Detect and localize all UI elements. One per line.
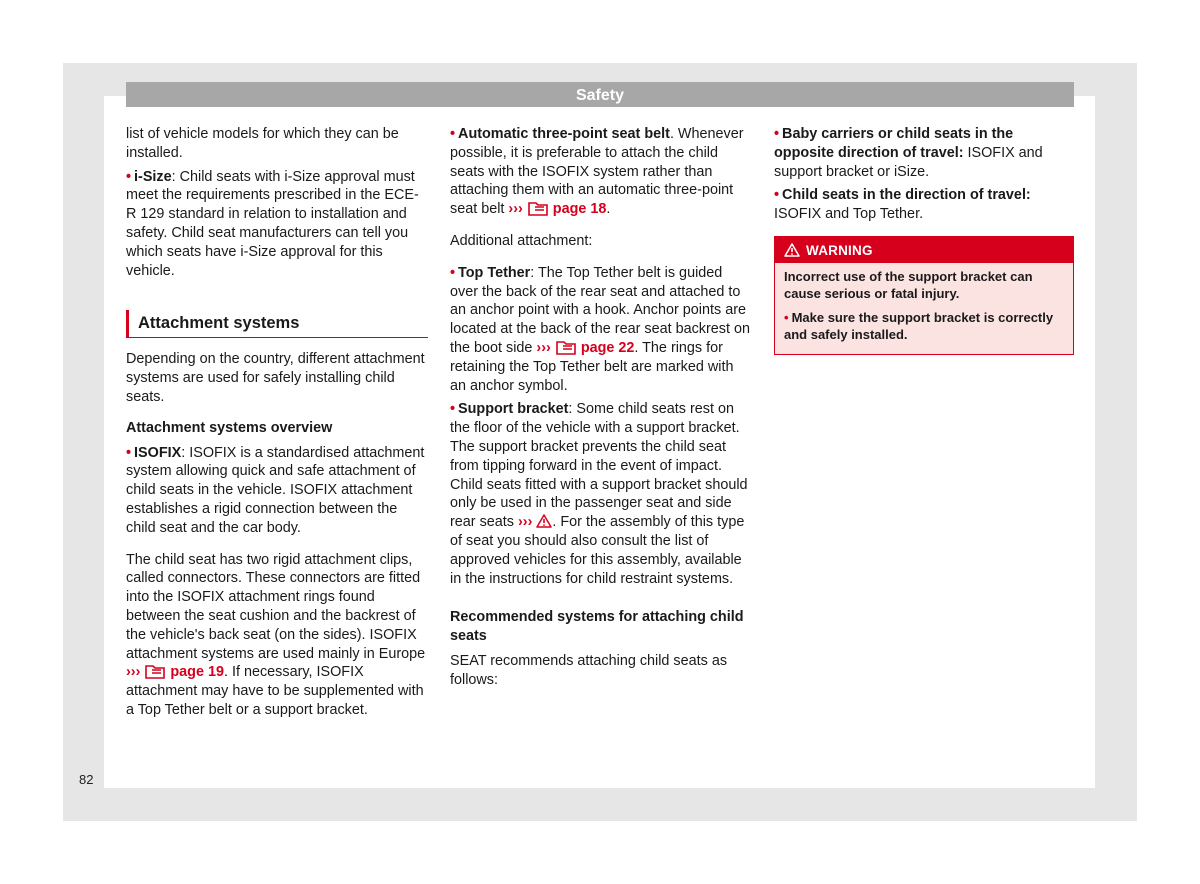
list-item-top-tether xyxy=(450,264,750,396)
ref-page: page 19 xyxy=(170,664,224,681)
term-baby-carriers: Baby carriers or child seats in the opposite direction of travel: xyxy=(774,126,1014,161)
bullet-icon: • xyxy=(784,309,789,325)
warning-instruction: Make sure the support bracket is correctly and safely installed. xyxy=(784,309,1054,343)
paragraph: Additional attachment: xyxy=(450,232,593,249)
bullet-icon: • xyxy=(450,126,456,142)
book-reference-icon xyxy=(144,664,166,679)
ref-page: page 22 xyxy=(580,339,635,356)
list-item-support-bracket xyxy=(450,400,750,588)
page-reference-link[interactable] xyxy=(536,340,634,356)
warning-title: WARNING xyxy=(806,242,873,258)
warning-reference-link[interactable] xyxy=(518,514,552,530)
text-run: ISOFIX and support bracket or iSize. xyxy=(774,144,1043,180)
ref-arrows: ››› xyxy=(536,339,551,356)
ref-arrows: ››› xyxy=(517,514,533,531)
warning-triangle-icon xyxy=(536,514,552,528)
ref-arrows: ››› xyxy=(508,201,523,218)
isofix-description: : ISOFIX is a standardised attachment system allowing quick and safe attachment of child seats in the vehicle. ISOFIX attachment establishes a rigid connection between the child seat and the car body. xyxy=(126,444,425,536)
page-reference-link[interactable] xyxy=(126,664,224,680)
chapter-title: Safety xyxy=(575,87,625,104)
text-run: . xyxy=(606,201,611,218)
paragraph: list of vehicle models for which they can be installed. xyxy=(126,126,399,161)
text-run: . If necessary, ISOFIX attachment may have to be supplemented with a Top Tether belt or a support bracket. xyxy=(126,664,424,718)
text-run: ISOFIX and Top Tether. xyxy=(774,206,924,223)
book-reference-icon xyxy=(527,201,549,216)
text-run: : The Top Tether belt is guided over the back of the rear seat and attached to an anchor point with a hook. Anchor points are located at the back of the rear seat backrest on the boot side xyxy=(450,264,750,356)
term-isofix: ISOFIX xyxy=(134,444,182,461)
list-item-isofix xyxy=(126,444,428,538)
list-item-auto-belt xyxy=(450,125,750,219)
warning-triangle-icon xyxy=(784,243,800,257)
term-support-bracket: Support bracket xyxy=(458,401,569,418)
column-right xyxy=(774,125,1074,355)
list-item-baby-carriers xyxy=(774,125,1074,181)
bullet-icon: • xyxy=(450,401,456,418)
subsection-title: Attachment systems overview xyxy=(126,419,333,436)
text-run: . The rings for retaining the Top Tether belt are marked with an anchor symbol. xyxy=(450,339,734,394)
text-run: . Whenever possible, it is preferable to attach the child seats with the ISOFIX system rather than attaching them with an automatic three-point seat belt xyxy=(450,126,744,218)
bullet-icon: • xyxy=(126,168,132,185)
warning-list-item xyxy=(784,309,1064,344)
warning-text: Incorrect use of the support bracket can cause serious or fatal injury. xyxy=(784,268,1033,302)
page-number: 82 xyxy=(79,772,94,787)
bullet-icon: • xyxy=(450,264,456,281)
term-top-tether: Top Tether xyxy=(458,264,531,281)
bullet-icon: • xyxy=(774,126,780,142)
isize-description: : Child seats with i-Size approval must meet the requirements prescribed in the ECE-R 129 standard in relation to installation and safety. Child seat manufacturers can tell you which seats have i-Size approval for this vehicle. xyxy=(126,168,419,279)
warning-header xyxy=(775,237,1073,263)
text-run: : Some child seats rest on the floor of the vehicle with a support bracket. The support bracket prevents the child seat from tipping forward in the event of impact. Child seats fitted with a support bracket should only be used in the passenger seat and side rear seats xyxy=(450,401,748,531)
text-run: The child seat has two rigid attachment clips, called connectors. These connectors are fitted into the ISOFIX attachment rings found between the seat cushion and the backrest of the vehicle's back seat (on the sides). ISOFIX attachment systems are used mainly in Europe xyxy=(126,551,426,662)
term-isize: i-Size xyxy=(134,168,172,185)
ref-arrows: ››› xyxy=(126,664,141,681)
chapter-header xyxy=(126,82,1074,107)
ref-page: page 18 xyxy=(552,201,607,218)
term-auto-belt: Automatic three-point seat belt xyxy=(458,126,670,142)
page-reference-link[interactable] xyxy=(508,201,606,217)
column-middle xyxy=(450,125,750,695)
list-item-forward-seats xyxy=(774,186,1074,224)
list-item-isize xyxy=(126,168,428,281)
paragraph: Depending on the country, different attachment systems are used for safely installing child seats. xyxy=(126,351,425,405)
warning-body xyxy=(775,263,1073,354)
book-reference-icon xyxy=(555,340,577,355)
bullet-icon: • xyxy=(774,187,780,204)
term-forward-seats: Child seats in the direction of travel: xyxy=(782,187,1031,204)
paragraph xyxy=(126,551,428,720)
paragraph: SEAT recommends attaching child seats as follows: xyxy=(450,652,728,688)
subsection-title: Recommended systems for attaching child seats xyxy=(450,609,744,645)
column-left xyxy=(126,125,428,725)
text-run: . For the assembly of this type of seat you should also consult the list of approved vehicles for this assembly, available in the instructions for child restraint systems. xyxy=(450,514,745,587)
section-title: Attachment systems xyxy=(126,310,428,338)
warning-box xyxy=(774,236,1074,355)
bullet-icon: • xyxy=(126,444,132,461)
